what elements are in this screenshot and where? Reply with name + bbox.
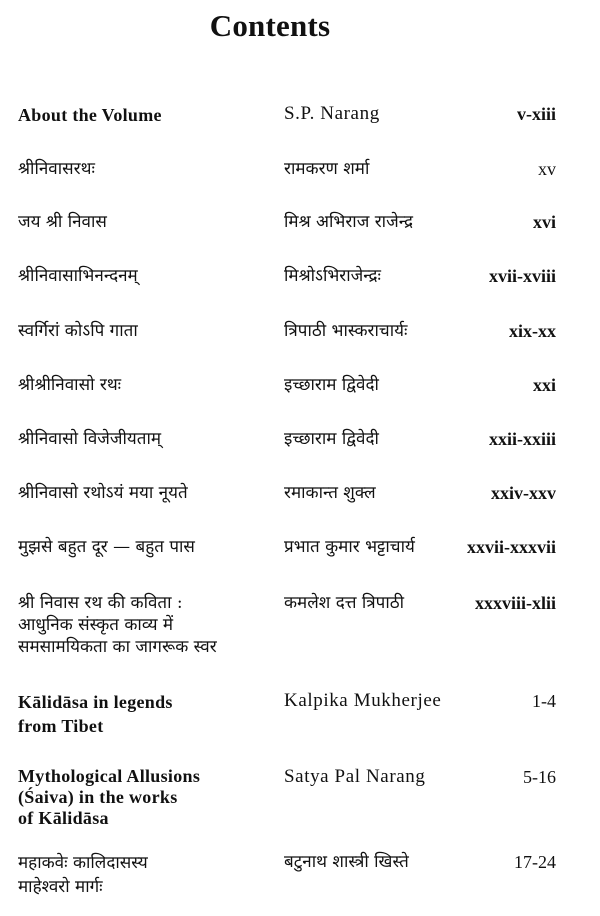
entry-title-line: स्वर्गिरां कोऽपि गाता bbox=[18, 321, 138, 341]
entry-title-line: श्रीनिवासरथः bbox=[18, 159, 95, 179]
entry-title-line: समसामयिकता का जागरूक स्वर bbox=[18, 637, 217, 657]
entry-pages: 1-4 bbox=[532, 691, 556, 711]
entry-title-line: माहेश्वरो मार्गः bbox=[18, 877, 103, 897]
entry-pages: 17-24 bbox=[514, 852, 556, 872]
entry-title bbox=[18, 592, 268, 658]
entry-author: कमलेश दत्त त्रिपाठी bbox=[284, 593, 405, 613]
entry-title-line: श्रीनिवासाभिनन्दनम् bbox=[18, 266, 138, 286]
entry-author: इच्छाराम द्विवेदी bbox=[284, 375, 379, 395]
entry-author: S.P. Narang bbox=[284, 103, 380, 124]
entry-author: मिश्र अभिराज राजेन्द्र bbox=[284, 212, 413, 232]
entry-title bbox=[18, 851, 268, 899]
entry-title-line: श्रीनिवासो विजेजीयताम् bbox=[18, 429, 162, 449]
entry-pages: xxxviii-xlii bbox=[475, 593, 556, 613]
page-title: Contents bbox=[209, 8, 331, 43]
entry-title bbox=[18, 320, 268, 342]
entry-title-line: of Kālidāsa bbox=[18, 808, 109, 828]
entry-title bbox=[18, 211, 268, 233]
entry-pages: 5-16 bbox=[523, 767, 556, 787]
entry-author: Kalpika Mukherjee bbox=[284, 690, 442, 711]
entry-pages: xvii-xviii bbox=[489, 266, 556, 286]
entry-pages: xvi bbox=[532, 212, 556, 232]
entry-title bbox=[18, 103, 268, 127]
entry-author: इच्छाराम द्विवेदी bbox=[284, 429, 379, 449]
entry-title-line: श्री निवास रथ की कविता : bbox=[18, 593, 183, 613]
entry-title bbox=[18, 265, 268, 287]
entry-title-line: from Tibet bbox=[18, 716, 104, 736]
entry-title bbox=[18, 482, 268, 504]
entry-title bbox=[18, 428, 268, 450]
entry-pages: xxii-xxiii bbox=[489, 429, 556, 449]
entry-title-line: Mythological Allusions bbox=[18, 766, 201, 786]
entry-title-line: मुझसे बहुत दूर — बहुत पास bbox=[18, 537, 195, 557]
entry-author: रमाकान्त शुक्ल bbox=[284, 483, 376, 503]
entry-pages: xv bbox=[538, 159, 556, 179]
entry-author: बटुनाथ शास्त्री खिस्ते bbox=[284, 852, 409, 872]
entry-pages: xxvii-xxxvii bbox=[467, 537, 556, 557]
entry-title bbox=[18, 374, 268, 396]
entry-title-line: महाकवेः कालिदासस्य bbox=[18, 853, 148, 873]
entry-title-line: श्रीनिवासो रथोऽयं मया नूयते bbox=[18, 483, 188, 503]
entry-title-line: जय श्री निवास bbox=[18, 212, 107, 232]
entry-author: प्रभात कुमार भट्टाचार्य bbox=[284, 537, 415, 557]
entry-author: रामकरण शर्मा bbox=[284, 159, 370, 179]
entry-title-line: (Śaiva) in the works bbox=[18, 787, 178, 807]
entry-title bbox=[18, 158, 268, 180]
entry-title-line: आधुनिक संस्कृत काव्य में bbox=[18, 615, 174, 635]
entry-pages: xxi bbox=[532, 375, 556, 395]
entry-title-line: About the Volume bbox=[18, 105, 162, 125]
entry-author: मिश्रोऽभिराजेन्द्रः bbox=[284, 266, 381, 286]
entry-title bbox=[18, 766, 268, 829]
entry-pages: v-xiii bbox=[517, 104, 556, 124]
entry-author: त्रिपाठी भास्कराचार्यः bbox=[284, 321, 408, 341]
entry-title bbox=[18, 690, 268, 738]
entry-pages: xxiv-xxv bbox=[491, 483, 556, 503]
entry-title-line: Kālidāsa in legends bbox=[18, 692, 173, 712]
entry-author: Satya Pal Narang bbox=[284, 766, 426, 787]
entry-title-line: श्रीश्रीनिवासो रथः bbox=[18, 375, 122, 395]
entry-pages: xix-xx bbox=[509, 321, 556, 341]
entry-title bbox=[18, 536, 268, 558]
